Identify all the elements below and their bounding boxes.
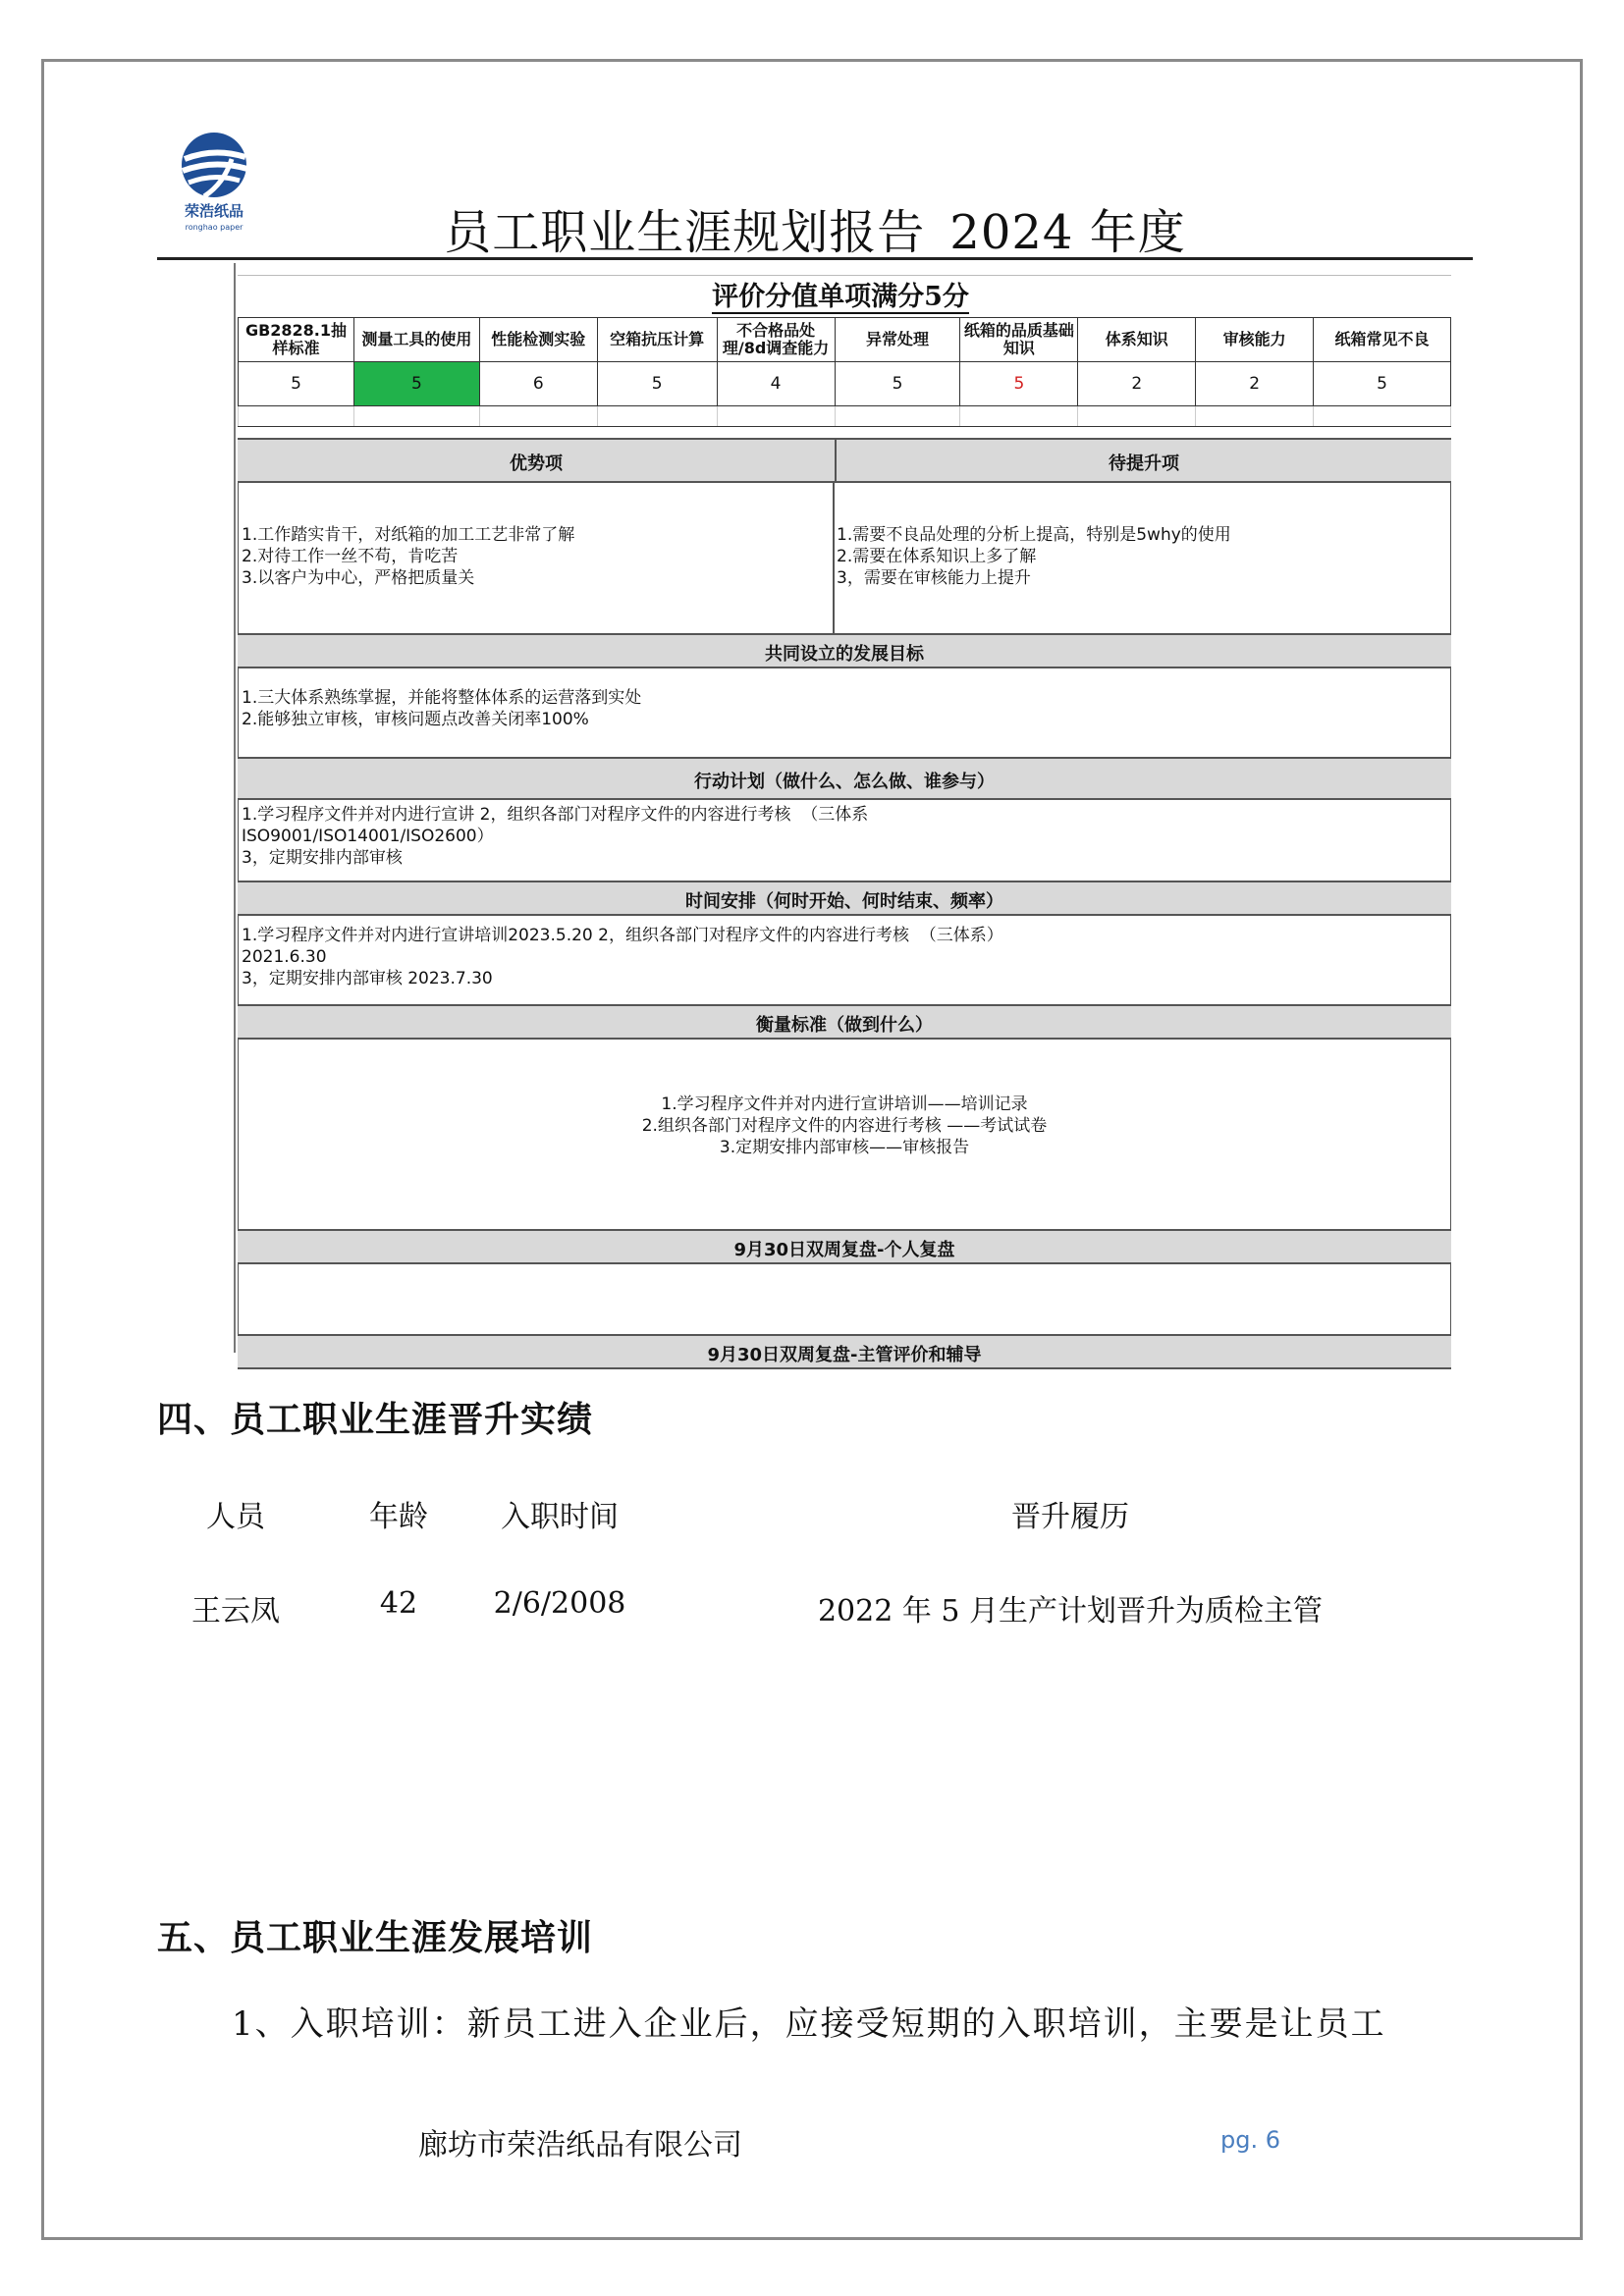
review1-header: 9月30日双周复盘-个人复盘 (238, 1229, 1451, 1264)
header-divider (157, 257, 1473, 260)
score-value: 5 (960, 362, 1078, 406)
strengths-improve-header (238, 438, 1451, 483)
score-col-header: 纸箱常见不良 (1314, 318, 1451, 362)
review1-body (238, 1264, 1451, 1334)
score-col-header: 测量工具的使用 (353, 318, 479, 362)
score-col-header: 体系知识 (1078, 318, 1196, 362)
goal-header: 共同设立的发展目标 (238, 633, 1451, 668)
score-value: 2 (1078, 362, 1196, 406)
sheet-title: 评价分值单项满分5分 (712, 282, 969, 312)
measures-text: 1.学习程序文件并对内进行宣讲培训——培训记录 2.组织各部门对程序文件的内容进行考核 ——考试试卷 3.定期安排内部审核——审核报告 (641, 1095, 1048, 1157)
score-col-header: 纸箱的品质基础知识 (960, 318, 1078, 362)
svg-text:ronghao paper: ronghao paper (185, 223, 244, 232)
strengths-header: 优势项 (510, 454, 563, 474)
row-join-date: 2/6/2008 (493, 1586, 626, 1621)
schedule-text: 1.学习程序文件并对内进行宣讲培训2023.5.20 2，组织各部门对程序文件的内容进行考核 （三体系） 2021.6.30 3，定期安排内部审核 2023.7.30 (242, 926, 1003, 988)
measure-header: 衡量标准（做到什么） (238, 1004, 1451, 1040)
row-age: 42 (379, 1586, 418, 1621)
score-col-header: 不合格品处理/8d调查能力 (717, 318, 835, 362)
goals-text: 1.三大体系熟练掌握，并能将整体体系的运营落到实处 2.能够独立审核，审核问题点改善关闭率100% (242, 688, 642, 729)
score-col-header: 异常处理 (835, 318, 960, 362)
improve-header: 待提升项 (1109, 454, 1179, 474)
col-header-age: 年龄 (369, 1500, 428, 1534)
sheet-left-border (234, 263, 236, 1353)
section5-heading: 五、员工职业生涯发展培训 (157, 1918, 594, 1958)
row-promotion-history: 2022 年 5 月生产计划晋升为质检主管 (817, 1594, 1324, 1629)
score-value: 5 (239, 362, 354, 406)
score-value: 5 (835, 362, 960, 406)
action-header: 行动计划（做什么、怎么做、谁参与） (238, 757, 1451, 800)
section5-paragraph: 1、入职培训：新员工进入企业后，应接受短期的入职培训，主要是让员工 (232, 2004, 1386, 2044)
score-col-header: 性能检测实验 (479, 318, 597, 362)
row-name: 王云凤 (191, 1594, 280, 1629)
col-header-history: 晋升履历 (1011, 1500, 1129, 1534)
strengths-text: 1.工作踏实肯干，对纸箱的加工工艺非常了解 2.对待工作一丝不苟，肯吃苦 3.以客户为中心，严格把质量关 (242, 525, 575, 588)
col-header-join: 入职时间 (501, 1500, 619, 1534)
score-value: 5 (597, 362, 717, 406)
score-value: 5 (1314, 362, 1451, 406)
score-value: 6 (479, 362, 597, 406)
page-number: pg. 6 (1220, 2126, 1280, 2154)
score-value: 5 (353, 362, 479, 406)
actions-text: 1.学习程序文件并对内进行宣讲 2，组织各部门对程序文件的内容进行考核 （三体系 ISO9001/ISO14001/ISO2600） 3，定期安排内部审核 (242, 805, 869, 868)
schedule-header: 时间安排（何时开始、何时结束、频率） (238, 881, 1451, 916)
page-title: 员工职业生涯规划报告_2024 年度 (444, 205, 1186, 260)
evaluation-sheet (234, 263, 1451, 1365)
review2-header: 9月30日双周复盘-主管评价和辅导 (238, 1334, 1451, 1369)
score-col-header: 空箱抗压计算 (597, 318, 717, 362)
score-col-header: 审核能力 (1196, 318, 1314, 362)
section4-heading: 四、员工职业生涯晋升实绩 (157, 1400, 594, 1440)
svg-text:荣浩纸品: 荣浩纸品 (184, 202, 244, 220)
score-value: 2 (1196, 362, 1314, 406)
score-value: 4 (717, 362, 835, 406)
score-col-header: GB2828.1抽样标准 (239, 318, 354, 362)
col-header-name: 人员 (206, 1500, 265, 1534)
improvements-text: 1.需要不良品处理的分析上提高，特别是5why的使用 2.需要在体系知识上多了解 3，需要在审核能力上提升 (837, 525, 1231, 588)
score-table (238, 317, 1451, 427)
footer-company: 廊坊市荣浩纸品有限公司 (418, 2128, 742, 2163)
